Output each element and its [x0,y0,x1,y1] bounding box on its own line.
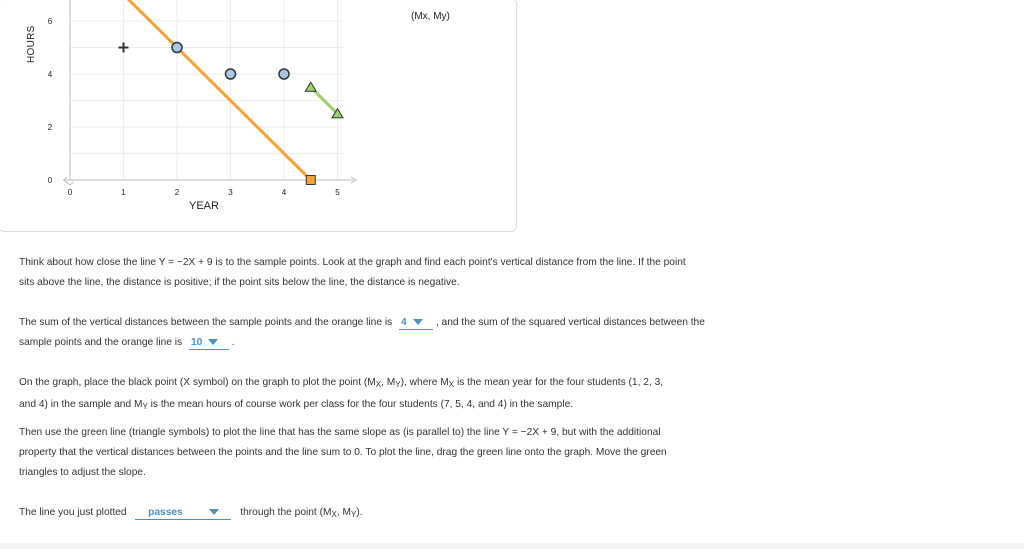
passes-paragraph [19,503,809,525]
passes-value: passes [148,507,183,518]
text: ). [356,507,363,518]
text: On the graph, place the black point (X symbol) on the graph to plot the point (M [19,377,376,388]
subscript: X [448,380,455,389]
subscript: X [331,510,337,519]
mean-point-paragraph [19,373,809,417]
sum-squared-dropdown[interactable] [189,336,229,350]
instructions-line: property that the vertical distances between the points and the line sum to 0. To plot the line, drag the green line onto the graph. Move the green [19,447,667,458]
sum-question-paragraph [19,313,809,353]
sample-point [226,69,236,79]
subscript: Y [350,510,357,519]
text: through the point (M [240,507,332,518]
subscript: X [375,380,382,389]
text: , M [381,377,396,388]
chevron-down-icon [209,509,219,515]
y-tick-label: 6 [47,17,53,26]
green-triangle-handle[interactable] [305,82,316,91]
y-tick-label: 4 [47,70,53,79]
x-tick-label: 4 [281,188,287,197]
chevron-down-icon [208,339,218,345]
sum-squared-value: 10 [190,337,203,348]
graph-plot[interactable] [0,0,518,233]
x-tick-label: 1 [121,188,126,197]
instructions-line: triangles to adjust the slope. [19,467,146,478]
text: and 4) in the sample and M [19,399,143,410]
instructions-line: sits above the line, the distance is positive; if the point sits below the line, the distance is negative. [19,277,460,288]
sum-distance-value: 4 [401,317,407,328]
text: The line you just plotted [19,507,127,518]
x-tick-label: 5 [335,188,340,197]
y-axis-arrow-icon [67,182,73,185]
bottom-strip [0,543,1024,549]
chevron-down-icon [413,319,423,325]
text: is the mean year for the four students (1, 2, 3, [456,377,664,388]
green-line-paragraph [19,423,809,483]
text: ), where M [400,377,449,388]
x-tick-label: 3 [228,188,233,197]
instructions-line: Then use the green line (triangle symbols) to plot the line that has the same slope as (is parallel to) the line Y = −2X + 9, but with the additional [19,427,661,438]
text: , M [336,507,351,518]
text: is the mean hours of course work per class for the four students (7, 5, 4, and 4) in the sample. [150,399,574,410]
sum-text: , and the sum of the squared vertical distances between the [435,317,705,328]
subscript: Y [142,402,148,411]
x-tick-label: 2 [174,188,180,197]
passes-dropdown[interactable] [135,506,231,520]
orange-line-handle[interactable] [306,176,315,185]
sum-distance-dropdown[interactable] [399,316,433,330]
sum-text: The sum of the vertical distances between the sample points and the orange line is [19,317,393,328]
subscript: Y [395,380,401,389]
instructions-paragraph-1 [19,253,809,293]
sample-point [172,43,182,53]
sample-point [279,69,289,79]
legend-label: (Mx, My) [411,11,450,22]
sum-text: sample points and the orange line is [19,337,183,348]
y-tick-label: 2 [47,123,53,132]
instructions-line: Think about how close the line Y = −2X + 9 is to the sample points. Look at the graph and find each point's vertical distance from the line. If the point [19,257,686,268]
y-tick-label: 0 [47,176,53,185]
sum-text: . [231,337,235,348]
y-axis-label: HOURS [26,25,37,63]
graph-panel [0,0,517,232]
x-tick-label: 0 [67,188,73,197]
x-axis-label: YEAR [189,200,219,212]
